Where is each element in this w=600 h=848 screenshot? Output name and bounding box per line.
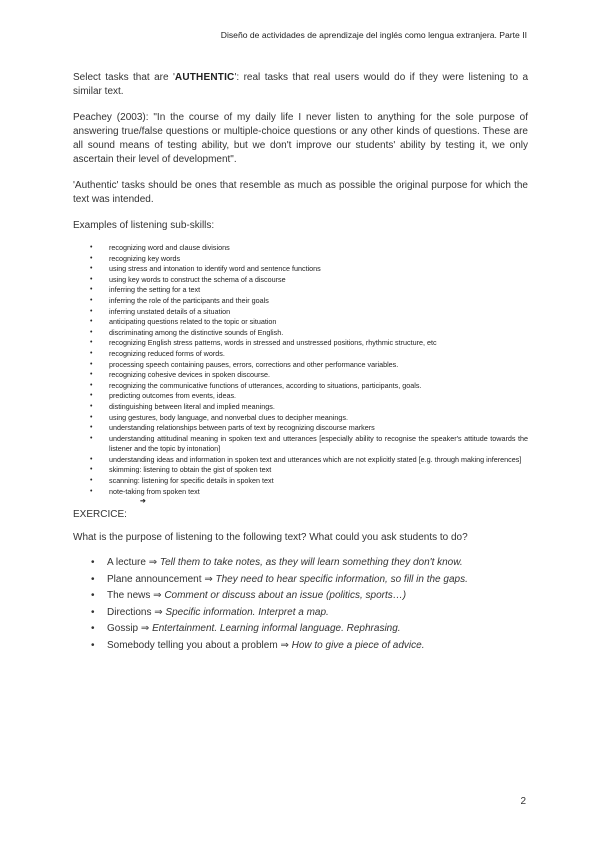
arrow-icon: ⇒ bbox=[148, 557, 158, 569]
skill-item: • recognizing key words bbox=[90, 254, 528, 265]
exercise-title: EXERCICE: bbox=[73, 509, 127, 521]
skill-item: • understanding attitudinal meaning in spoken text and utterances [especially ability to recognise the speaker's attitude towards the listener and the topic by intonation] bbox=[90, 434, 528, 455]
skill-item: • anticipating questions related to the topic or situation bbox=[90, 317, 528, 328]
skill-item: • recognizing the communicative functions of utterances, according to situations, participants, goals. bbox=[90, 381, 528, 392]
skill-item: • recognizing reduced forms of words. bbox=[90, 349, 528, 360]
skill-item: • recognizing English stress patterns, words in stressed and unstressed positions, rhythmic structure, etc bbox=[90, 338, 528, 349]
skill-item: • using key words to construct the schema of a discourse bbox=[90, 275, 528, 286]
skill-item: • recognizing word and clause divisions bbox=[90, 243, 528, 254]
exercise-item bbox=[91, 572, 528, 589]
skill-item: • inferring the role of the participants and their goals bbox=[90, 296, 528, 307]
arrow-icon: ⇒ bbox=[154, 606, 163, 618]
exercise-item bbox=[91, 638, 528, 655]
exercise-item-label: Directions bbox=[107, 606, 152, 618]
exercise-item-answer: Specific information. Interpret a map. bbox=[165, 606, 329, 618]
skill-item: • inferring the setting for a text bbox=[90, 285, 528, 296]
authentic-note: 'Authentic' tasks should be ones that resemble as much as possible the original purpose for which the text was intended. bbox=[73, 180, 528, 205]
page-number: 2 bbox=[520, 796, 526, 807]
exercise-item-answer: Tell them to take notes, as they will learn something they don't know. bbox=[159, 557, 463, 569]
skill-item: • using gestures, body language, and nonverbal clues to decipher meanings. bbox=[90, 413, 528, 424]
exercise-item-label: Plane announcement bbox=[107, 573, 202, 585]
skill-item: • discriminating among the distinctive sounds of English. bbox=[90, 328, 528, 339]
exercise-item-label: Somebody telling you about a problem bbox=[107, 639, 278, 651]
intro-text-before: Select tasks that are ' bbox=[73, 72, 175, 83]
skill-item: • understanding ideas and information in spoken text and utterances which are not explicitly stated [e.g. through making inferences] bbox=[90, 455, 528, 466]
arrow-icon: ⇒ bbox=[153, 590, 162, 602]
arrow-icon: ⇒ bbox=[204, 573, 213, 585]
exercise-item bbox=[91, 621, 528, 638]
skills-list bbox=[73, 243, 528, 497]
skill-item: • scanning: listening for specific details in spoken text bbox=[90, 476, 528, 487]
skill-item: • predicting outcomes from events, ideas. bbox=[90, 391, 528, 402]
skill-item: • understanding relationships between parts of text by recognizing discourse markers bbox=[90, 423, 528, 434]
page-content bbox=[73, 71, 528, 654]
running-header: Diseño de actividades de aprendizaje del inglés como lengua extranjera. Parte II bbox=[220, 30, 527, 40]
exercise-question: What is the purpose of listening to the following text? What could you ask students to do? bbox=[73, 532, 468, 544]
exercise-item bbox=[91, 605, 528, 622]
exercise-item-answer: Comment or discuss about an issue (politics, sports…) bbox=[164, 590, 407, 602]
intro-text-after: ': real tasks that real users would do if they were listening to a similar text. bbox=[73, 72, 529, 97]
exercise-item-label: The news bbox=[107, 590, 151, 602]
skill-item: • recognizing cohesive devices in spoken discourse. bbox=[90, 370, 528, 381]
skills-title: Examples of listening sub-skills: bbox=[73, 220, 215, 231]
exercise-answers-list bbox=[73, 555, 528, 654]
authentic-keyword: AUTHENTIC bbox=[174, 72, 235, 83]
skill-item: • distinguishing between literal and implied meanings. bbox=[90, 402, 528, 413]
skill-item: • using stress and intonation to identify word and sentence functions bbox=[90, 264, 528, 275]
exercise-item-label: Gossip bbox=[107, 623, 139, 635]
arrow-icon: ⇒ bbox=[140, 623, 150, 635]
exercise-item-answer: They need to hear specific information, so fill in the gaps. bbox=[215, 573, 468, 585]
skill-item: • note-taking from spoken text bbox=[90, 487, 528, 498]
skill-item: • inferring unstated details of a situation bbox=[90, 307, 528, 318]
exercise-item-label: A lecture bbox=[107, 557, 146, 569]
peachey-quote: Peachey (2003): "In the course of my daily life I never listen to anything for the sole purpose of answering true/false questions or multiple-choice questions or any other kinds of questions. These are all sound means of testing ability, but we don't improve our students' ability by testing it, we only ascertain their level of development". bbox=[73, 112, 528, 165]
exercise-item bbox=[91, 555, 528, 572]
exercise-item bbox=[91, 588, 528, 605]
exercise-item-answer: How to give a piece of advice. bbox=[291, 639, 425, 651]
exercise-item-answer: Entertainment. Learning informal language. Rephrasing. bbox=[152, 623, 401, 635]
skill-item: • processing speech containing pauses, errors, corrections and other performance variables. bbox=[90, 360, 528, 371]
arrow-icon: ⇒ bbox=[280, 639, 289, 651]
skill-item: • skimming: listening to obtain the gist of spoken text bbox=[90, 465, 528, 476]
intro-paragraph bbox=[73, 71, 528, 99]
